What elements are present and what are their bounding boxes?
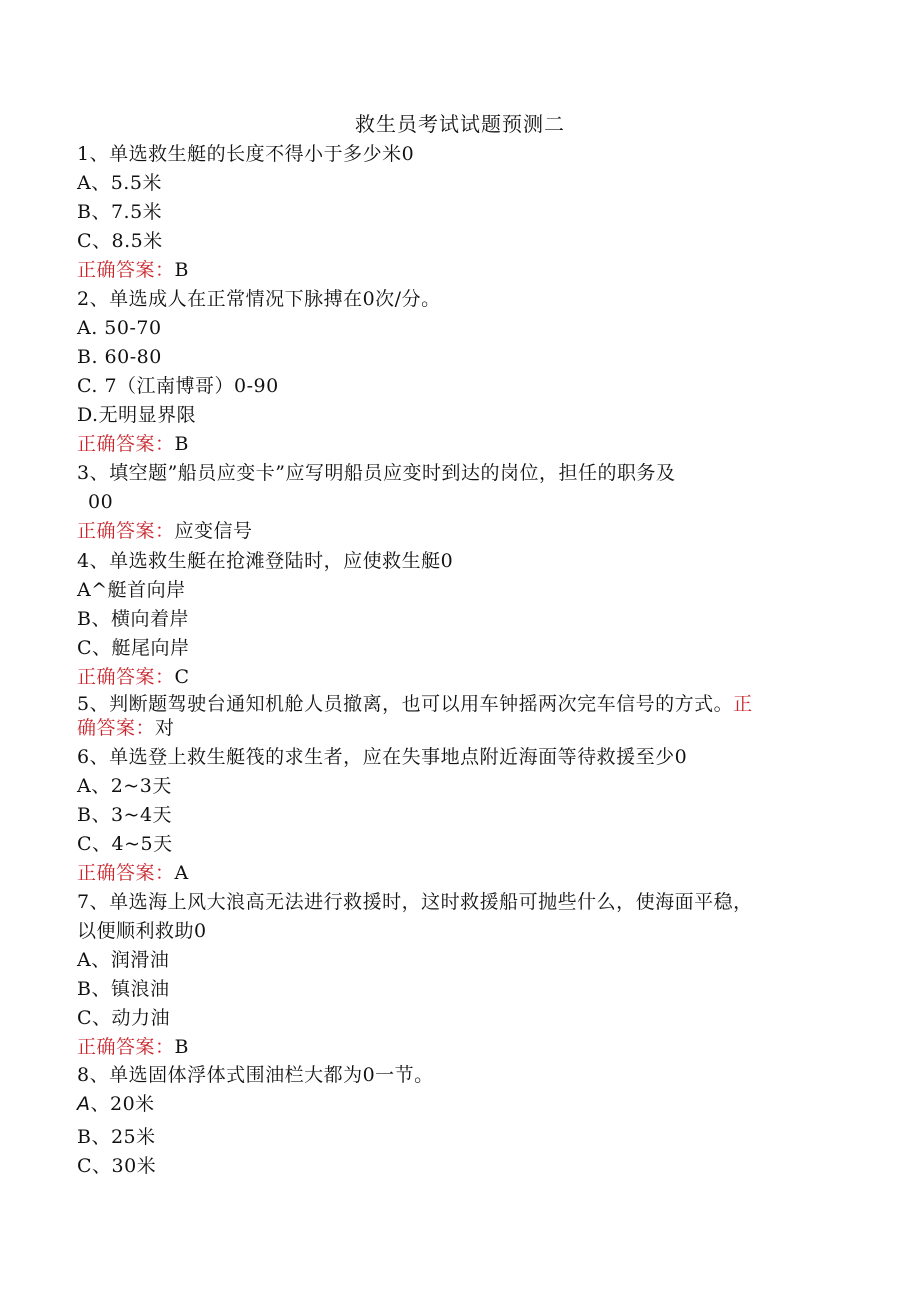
answer-value: C bbox=[174, 666, 190, 688]
question-2-option-a: A. 50-70 bbox=[77, 317, 162, 339]
question-6-option-a: A、2~3天 bbox=[77, 775, 172, 797]
question-6-answer bbox=[77, 859, 189, 887]
question-7-option-c: C、动力油 bbox=[77, 1007, 171, 1029]
document-title: 救生员考试试题预测二 bbox=[355, 112, 565, 136]
question-4-option-c: C、艇尾向岸 bbox=[77, 637, 190, 659]
question-4-stem: 4、单选救生艇在抢滩登陆时，应使救生艇0 bbox=[77, 550, 454, 572]
question-8-option-a bbox=[77, 1090, 155, 1118]
answer-value: B bbox=[174, 433, 189, 455]
answer-value: 应变信号 bbox=[174, 520, 253, 542]
option-text: 、20米 bbox=[90, 1093, 155, 1115]
question-1-option-a: A、5.5米 bbox=[77, 172, 162, 194]
question-3-answer bbox=[77, 517, 253, 545]
answer-label: 正确答案： bbox=[77, 520, 175, 542]
question-8-stem: 8、单选固体浮体式围油栏大都为0一节。 bbox=[77, 1064, 434, 1086]
question-5-stem bbox=[77, 690, 753, 718]
question-6-option-b: B、3~4天 bbox=[77, 804, 173, 826]
answer-label: 正确答案： bbox=[77, 862, 175, 884]
question-2-option-c: C. 7（江南博哥）0-90 bbox=[77, 375, 279, 397]
question-2-answer bbox=[77, 430, 189, 458]
question-4-option-b: B、横向着岸 bbox=[77, 608, 189, 630]
answer-label: 正确答案： bbox=[77, 433, 175, 455]
question-6-option-c: C、4~5天 bbox=[77, 833, 173, 855]
question-8-option-b: B、25米 bbox=[77, 1126, 156, 1148]
question-4-option-a: A^艇首向岸 bbox=[77, 579, 186, 601]
question-5-stem-text: 5、判断题驾驶台通知机舱人员撤离，也可以用车钟摇两次完车信号的方式。 bbox=[77, 693, 734, 715]
question-3-stem: 3、填空题”船员应变卡”应写明船员应变时到达的岗位，担任的职务及 bbox=[77, 462, 676, 484]
answer-label-part2: 确答案： bbox=[77, 717, 156, 739]
question-7-stem-continued: 以便顺利救助0 bbox=[77, 920, 207, 942]
answer-value: B bbox=[174, 1036, 189, 1058]
answer-value: 对 bbox=[155, 717, 175, 739]
answer-label-part1: 正 bbox=[733, 693, 753, 715]
question-1-answer bbox=[77, 256, 189, 284]
question-7-option-a: A、润滑油 bbox=[77, 949, 170, 971]
answer-value: A bbox=[174, 862, 189, 884]
question-2-option-b: B. 60-80 bbox=[77, 346, 162, 368]
question-2-stem: 2、单选成人在正常情况下脉搏在0次/分。 bbox=[77, 288, 441, 310]
question-7-answer bbox=[77, 1033, 189, 1061]
question-4-answer bbox=[77, 663, 190, 691]
question-3-stem-continued: 00 bbox=[88, 491, 114, 513]
answer-value: B bbox=[174, 259, 189, 281]
answer-label: 正确答案： bbox=[77, 259, 175, 281]
answer-label: 正确答案： bbox=[77, 666, 175, 688]
question-2-option-d: D.无明显界限 bbox=[77, 404, 197, 426]
question-8-option-c: C、30米 bbox=[77, 1155, 157, 1177]
option-letter: A bbox=[77, 1093, 91, 1115]
question-6-stem: 6、单选登上救生艇筏的求生者，应在失事地点附近海面等待救援至少0 bbox=[77, 746, 688, 768]
question-7-option-b: B、镇浪油 bbox=[77, 978, 170, 1000]
question-7-stem: 7、单选海上风大浪高无法进行救援时，这时救援船可抛些什么，使海面平稳， bbox=[77, 891, 753, 913]
question-1-option-c: C、8.5米 bbox=[77, 230, 163, 252]
question-1-option-b: B、7.5米 bbox=[77, 201, 163, 223]
question-5-answer bbox=[77, 714, 175, 742]
answer-label: 正确答案： bbox=[77, 1036, 175, 1058]
question-1-stem: 1、单选救生艇的长度不得小于多少米0 bbox=[77, 143, 415, 165]
